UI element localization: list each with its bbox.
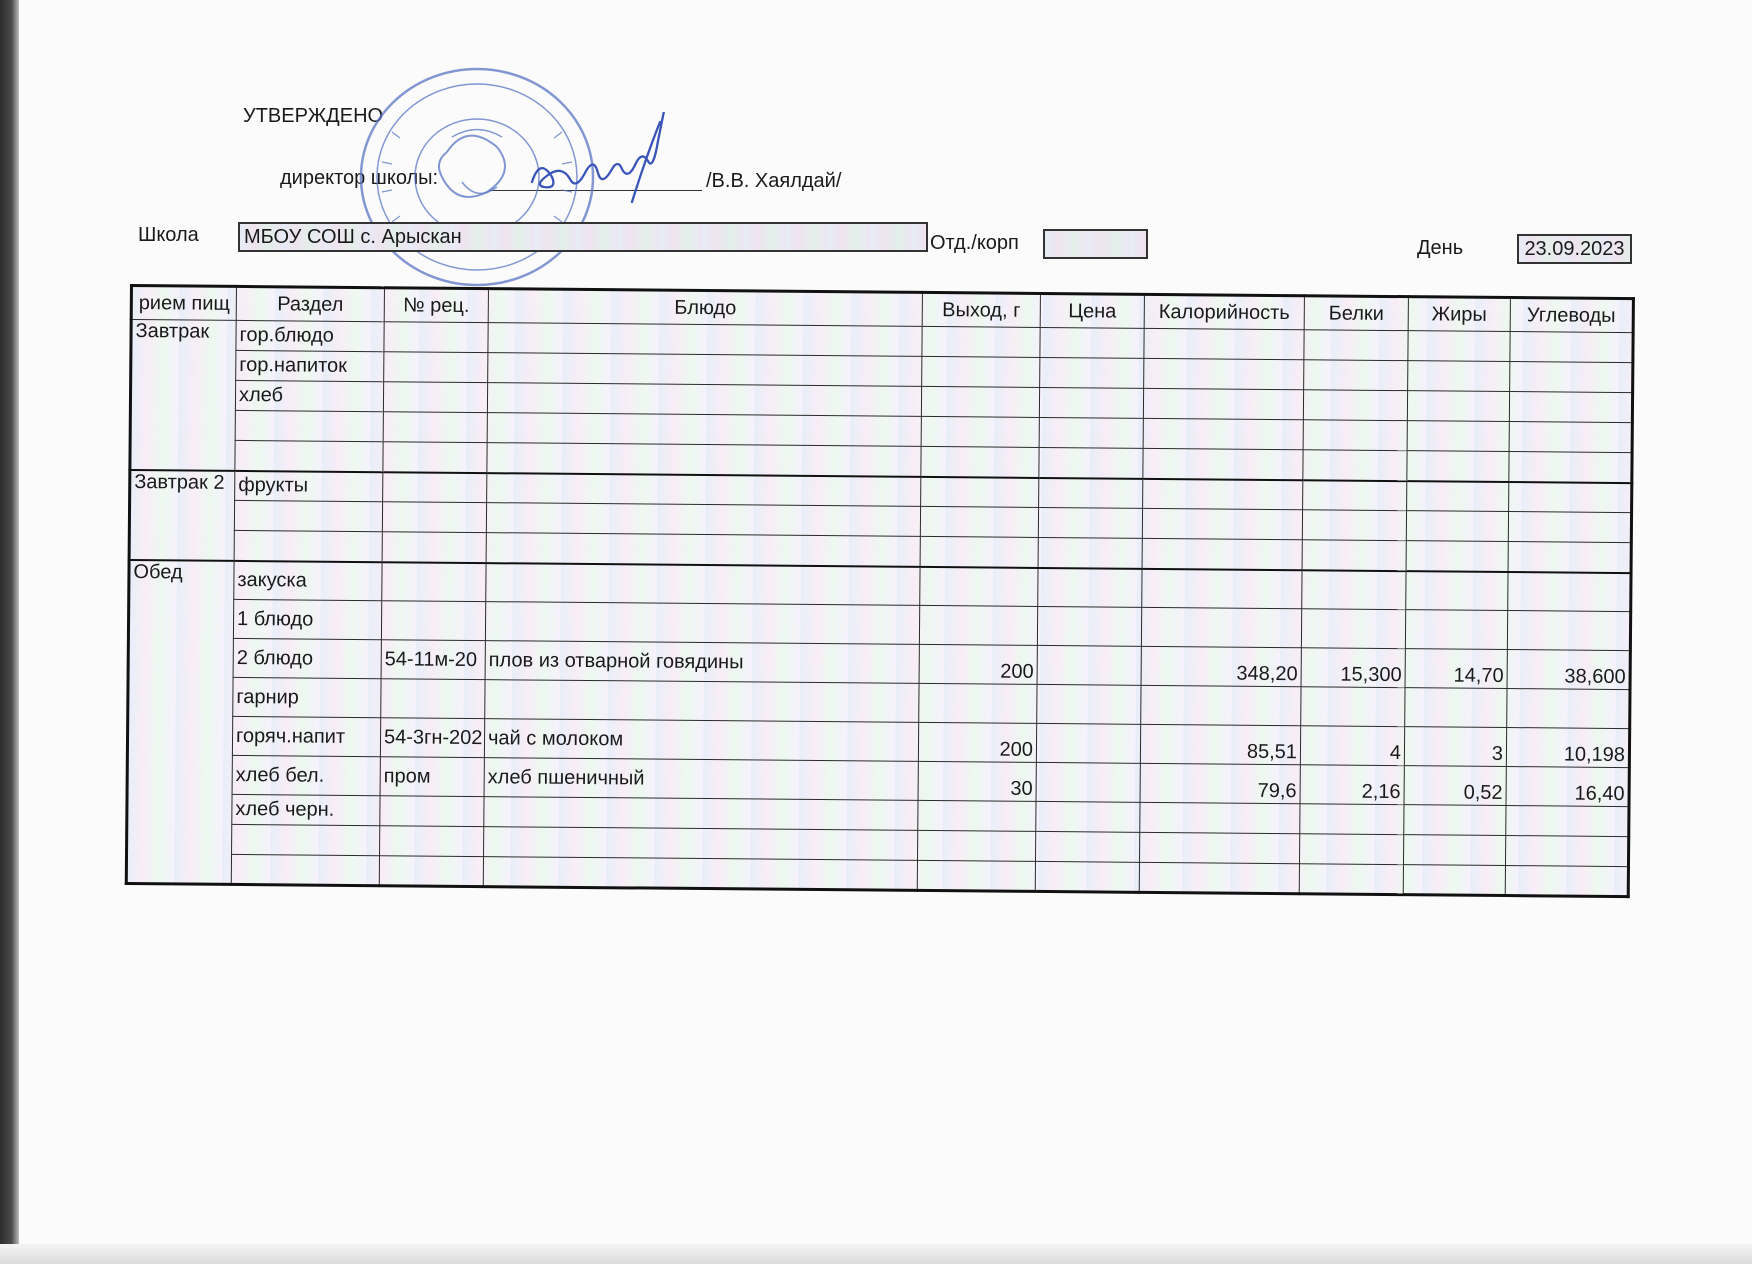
fats-cell bbox=[1408, 361, 1510, 392]
calories-cell bbox=[1143, 388, 1303, 419]
fats-cell bbox=[1407, 481, 1509, 512]
weight-cell bbox=[919, 605, 1037, 645]
carbs-cell bbox=[1508, 572, 1631, 612]
weight-cell bbox=[922, 326, 1040, 357]
carbs-cell bbox=[1509, 482, 1632, 513]
meal-cell: Завтрак bbox=[130, 320, 236, 471]
recipe-cell bbox=[382, 532, 486, 563]
section-cell: 1 блюдо bbox=[233, 599, 381, 639]
calories-cell: 348,20 bbox=[1141, 646, 1301, 686]
dish-cell bbox=[487, 383, 921, 417]
section-header: Раздел bbox=[236, 286, 384, 321]
weight-cell: 30 bbox=[918, 761, 1036, 801]
dish-cell bbox=[486, 563, 920, 606]
recipe-cell bbox=[383, 382, 487, 413]
weight-cell bbox=[921, 446, 1039, 477]
price-cell bbox=[1039, 477, 1143, 508]
carbs-cell bbox=[1509, 422, 1632, 453]
price-cell bbox=[1039, 417, 1143, 448]
weight-cell bbox=[921, 386, 1039, 417]
section-cell bbox=[234, 500, 382, 531]
fats-cell bbox=[1407, 451, 1509, 482]
dish-cell bbox=[488, 353, 922, 387]
section-cell: горяч.напит bbox=[232, 716, 380, 756]
recipe-cell bbox=[382, 562, 486, 602]
fats-cell bbox=[1408, 331, 1510, 362]
weight-header: Выход, г bbox=[922, 292, 1040, 327]
dish-cell bbox=[488, 323, 922, 357]
recipe-cell bbox=[381, 679, 485, 719]
section-cell bbox=[232, 824, 380, 855]
section-cell: гарнир bbox=[233, 677, 381, 717]
approved-label: УТВЕРЖДЕНО bbox=[243, 105, 384, 127]
fats-cell bbox=[1405, 610, 1507, 650]
proteins-cell bbox=[1304, 330, 1408, 361]
recipe-cell: пром bbox=[380, 757, 484, 797]
price-cell bbox=[1040, 357, 1144, 388]
carbs-cell: 10,198 bbox=[1506, 728, 1629, 768]
fats-cell bbox=[1407, 391, 1509, 422]
dish-cell bbox=[486, 533, 920, 567]
proteins-cell bbox=[1300, 804, 1404, 835]
weight-cell bbox=[917, 860, 1035, 891]
recipe-cell bbox=[384, 322, 488, 353]
meal-cell: Завтрак 2 bbox=[129, 470, 235, 561]
section-cell: гор.блюдо bbox=[236, 320, 384, 351]
proteins-cell bbox=[1299, 834, 1403, 865]
carbs-cell bbox=[1508, 542, 1631, 573]
weight-cell bbox=[921, 476, 1039, 507]
carbs-cell bbox=[1510, 362, 1633, 393]
fats-cell bbox=[1404, 805, 1506, 836]
day-label: День bbox=[1417, 237, 1464, 259]
dish-cell bbox=[485, 680, 919, 723]
day-field: 23.09.2023 bbox=[1517, 234, 1632, 264]
carbs-cell: 38,600 bbox=[1507, 650, 1630, 690]
fats-cell bbox=[1406, 511, 1508, 542]
calories-cell bbox=[1139, 862, 1299, 893]
proteins-cell: 2,16 bbox=[1300, 765, 1404, 805]
proteins-cell bbox=[1303, 450, 1407, 481]
calories-cell bbox=[1142, 538, 1302, 569]
carbs-cell bbox=[1509, 452, 1632, 483]
weight-cell: 200 bbox=[919, 644, 1037, 684]
director-signature bbox=[520, 112, 710, 222]
weight-cell bbox=[920, 536, 1038, 567]
recipe-cell bbox=[379, 856, 483, 887]
recipe-cell bbox=[383, 412, 487, 443]
calories-cell bbox=[1142, 508, 1302, 539]
proteins-cell: 15,300 bbox=[1301, 648, 1405, 688]
proteins-cell bbox=[1304, 360, 1408, 391]
fats-cell bbox=[1407, 421, 1509, 452]
fats-cell: 14,70 bbox=[1405, 649, 1507, 689]
proteins-cell bbox=[1301, 609, 1405, 649]
weight-cell bbox=[918, 830, 1036, 861]
director-name: /В.В. Хаялдай/ bbox=[706, 170, 842, 192]
proteins-cell bbox=[1302, 570, 1406, 610]
calories-cell bbox=[1143, 448, 1303, 479]
table-body bbox=[126, 320, 1633, 897]
dish-cell bbox=[486, 503, 920, 537]
fats-cell bbox=[1406, 571, 1508, 611]
fats-cell bbox=[1406, 541, 1508, 572]
calories-cell bbox=[1144, 358, 1304, 389]
section-cell: 2 блюдо bbox=[233, 638, 381, 678]
calories-cell bbox=[1140, 802, 1300, 833]
weight-cell bbox=[918, 800, 1036, 831]
calories-cell bbox=[1143, 418, 1303, 449]
fats-header: Жиры bbox=[1408, 297, 1510, 332]
recipe-cell bbox=[384, 352, 488, 383]
recipe-cell bbox=[382, 502, 486, 533]
dish-cell: чай с молоком bbox=[484, 719, 918, 762]
department-field bbox=[1043, 229, 1148, 259]
proteins-cell bbox=[1302, 510, 1406, 541]
calories-cell: 85,51 bbox=[1140, 724, 1300, 764]
calories-cell bbox=[1142, 568, 1302, 608]
section-cell: фрукты bbox=[235, 470, 383, 501]
price-cell bbox=[1039, 447, 1143, 478]
recipe-cell: 54-3гн-202 bbox=[380, 718, 484, 758]
weight-cell bbox=[919, 683, 1037, 723]
menu-table bbox=[125, 284, 1635, 898]
price-cell bbox=[1038, 567, 1142, 607]
proteins-cell bbox=[1303, 420, 1407, 451]
recipe-cell: 54-11м-20 bbox=[381, 640, 485, 680]
section-cell: закуска bbox=[234, 560, 382, 600]
fats-cell bbox=[1403, 865, 1505, 896]
weight-cell bbox=[920, 566, 1038, 606]
dish-cell bbox=[487, 413, 921, 447]
price-cell bbox=[1040, 327, 1144, 358]
section-cell bbox=[235, 410, 383, 441]
carbs-cell bbox=[1507, 689, 1630, 729]
recipe-header: № рец. bbox=[384, 288, 488, 323]
meal-cell: Обед bbox=[126, 560, 234, 885]
fats-cell: 3 bbox=[1404, 727, 1506, 767]
section-cell bbox=[231, 854, 379, 885]
carbs-cell bbox=[1505, 836, 1628, 867]
dish-cell: плов из отварной говядины bbox=[485, 641, 919, 684]
scan-bottom-edge bbox=[0, 1244, 1752, 1264]
school-label: Школа bbox=[138, 224, 199, 246]
dish-cell bbox=[484, 827, 918, 861]
price-cell bbox=[1036, 762, 1140, 802]
carbs-cell bbox=[1509, 392, 1632, 423]
dish-cell bbox=[484, 797, 918, 831]
weight-cell: 200 bbox=[918, 722, 1036, 762]
recipe-cell bbox=[380, 826, 484, 857]
section-cell: хлеб черн. bbox=[232, 794, 380, 825]
dish-cell bbox=[487, 443, 921, 477]
price-cell bbox=[1036, 723, 1140, 763]
carbs-cell: 16,40 bbox=[1506, 767, 1629, 807]
recipe-cell bbox=[381, 601, 485, 641]
price-cell bbox=[1035, 861, 1139, 892]
proteins-cell bbox=[1301, 687, 1405, 727]
price-cell bbox=[1038, 507, 1142, 538]
weight-cell bbox=[921, 416, 1039, 447]
fats-cell: 0,52 bbox=[1404, 766, 1506, 806]
proteins-cell bbox=[1302, 540, 1406, 571]
price-cell bbox=[1037, 645, 1141, 685]
carbs-cell bbox=[1510, 332, 1633, 363]
dish-cell bbox=[483, 857, 917, 891]
proteins-cell bbox=[1303, 480, 1407, 511]
dish-cell bbox=[487, 473, 921, 507]
calories-cell bbox=[1143, 478, 1303, 509]
recipe-cell bbox=[380, 796, 484, 827]
school-field: МБОУ СОШ с. Арыскан bbox=[238, 222, 928, 252]
calories-header: Калорийность bbox=[1144, 294, 1304, 329]
dish-header: Блюдо bbox=[488, 289, 922, 327]
department-label: Отд./корп bbox=[930, 232, 1019, 254]
calories-cell bbox=[1141, 685, 1301, 725]
price-cell bbox=[1035, 831, 1139, 862]
fats-cell bbox=[1403, 835, 1505, 866]
price-header: Цена bbox=[1040, 293, 1144, 328]
section-cell: хлеб bbox=[235, 380, 383, 411]
price-cell bbox=[1036, 801, 1140, 832]
recipe-cell bbox=[383, 442, 487, 473]
calories-cell bbox=[1144, 328, 1304, 359]
carbs-cell bbox=[1506, 806, 1629, 837]
carbs-cell bbox=[1508, 512, 1631, 543]
section-cell bbox=[234, 530, 382, 561]
scan-left-edge bbox=[0, 0, 19, 1264]
section-cell: хлеб бел. bbox=[232, 755, 380, 795]
price-cell bbox=[1037, 684, 1141, 724]
proteins-header: Белки bbox=[1304, 296, 1408, 331]
calories-cell bbox=[1139, 832, 1299, 863]
proteins-cell bbox=[1299, 864, 1403, 895]
price-cell bbox=[1038, 537, 1142, 568]
carbs-cell bbox=[1507, 611, 1630, 651]
weight-cell bbox=[922, 356, 1040, 387]
carbs-header: Углеводы bbox=[1510, 298, 1633, 333]
carbs-cell bbox=[1505, 866, 1628, 897]
proteins-cell: 4 bbox=[1300, 726, 1404, 766]
dish-cell: хлеб пшеничный bbox=[484, 758, 918, 801]
section-cell bbox=[235, 440, 383, 471]
director-label: директор школы: bbox=[280, 167, 439, 189]
weight-cell bbox=[920, 506, 1038, 537]
dish-cell bbox=[485, 602, 919, 645]
calories-cell: 79,6 bbox=[1140, 763, 1300, 803]
calories-cell bbox=[1141, 607, 1301, 647]
price-cell bbox=[1037, 606, 1141, 646]
proteins-cell bbox=[1303, 390, 1407, 421]
meal-header: рием пищ bbox=[131, 286, 236, 321]
fats-cell bbox=[1405, 688, 1507, 728]
section-cell: гор.напиток bbox=[236, 350, 384, 381]
price-cell bbox=[1039, 387, 1143, 418]
recipe-cell bbox=[383, 472, 487, 503]
